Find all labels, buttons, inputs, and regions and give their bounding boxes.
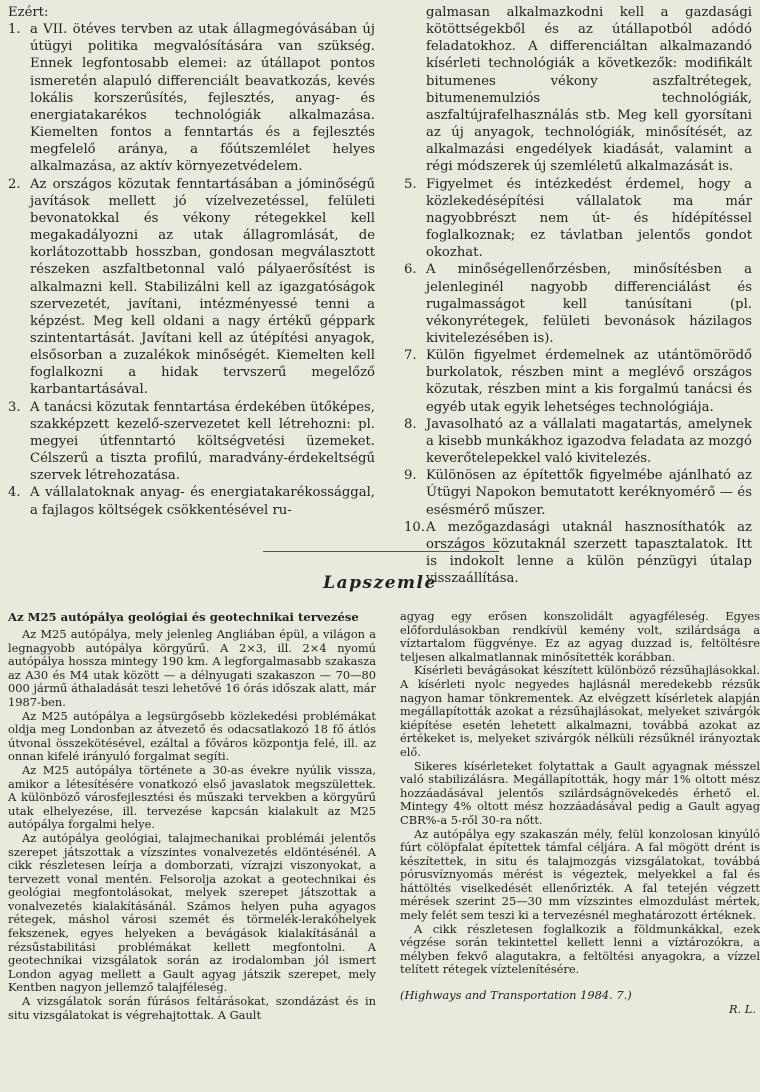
item-number: 4.	[8, 485, 21, 501]
item-number: 9.	[404, 468, 417, 484]
item-text: Javasolható az a vállalati magatartás, amelynek a kisebb munkákhoz igazodva feladata az mozgó keverőtelepekkel való kivitelezés.	[426, 416, 752, 467]
item-number: 3.	[8, 399, 21, 415]
article-author: R. L.	[728, 1002, 756, 1017]
article-footer	[400, 977, 760, 1017]
article-paragraph: Sikeres kísérleteket folytattak a Gault agyagnak mésszel való stabilizálásra. Megállapították, hogy már 1% oltott mész hozzáadásával jelentős szilárdságnövekedés érhető el. Mintegy 4% oltott mész hozzáadásával pedig a Gault agyag CBR%-a 5-ről 30-ra nőtt.	[400, 758, 760, 827]
section-title: Lapszemle	[323, 573, 437, 593]
conclusion-item	[404, 347, 752, 416]
conclusion-item	[404, 176, 752, 262]
item-number: 7.	[404, 348, 417, 364]
article-paragraph: agyag egy erősen konszolidált agyagféleség. Egyes előfordulásokban rendkívül kemény volt, szilárdsága a víztartalom függvénye. Ez az agyag duzzad is, feltöltésre teljesen alkalmatlannak minősítették korábban.	[400, 609, 760, 664]
item-number: 6.	[404, 262, 417, 278]
conclusion-item	[404, 416, 752, 467]
item-text: Figyelmet és intézkedést érdemel, hogy a közlekedésépítési vállalatok ma már nagyobbrészt nem út- és hídépítéssel foglalkoznak; ez távlatban jelentős gondot okozhat.	[426, 176, 752, 261]
item-number: 5.	[404, 176, 417, 192]
article-paragraph: Kísérleti bevágásokat készített különböző rézsűhajlásokkal. A kísérleti nyolc negyedes hajlásnál meredekebb rézsűk nagyon hamar tönkrementek. Az elvégzett kísérletek alapján megállapították azokat a rézsűhajlásokat, melyeket szivárgók kiépítése esetén lehetett alkalmazni, továbbá azokat az értékeket is, melyeket szivárgók nélküli rézsűknél irányoztak elő.	[400, 663, 760, 759]
conclusion-item	[8, 399, 375, 485]
article-title: Az M25 autópálya geológiai és geotechnikai tervezése	[8, 610, 359, 624]
item-number: 1.	[8, 22, 21, 38]
article-paragraph: A cikk részletesen foglalkozik a földmunkákkal, ezek végzése során tekintettel kellett lenni a víztározókra, a mélyben fekvő alagutakra, a feltöltési anyagokra, a vízzel telített rétegek víztelenítésére.	[400, 921, 760, 977]
article-paragraph: Az autópálya egy szakaszán mély, felül konzolosan kinyúló fúrt cölöpfalat építettek támfal céljára. A fal mögött drént is készítettek, in situ és talajmozgás vizsgálatokat, továbbá pórusvíznyomás mérést is végeztek, melyekkel a fal és háttöltés viselkedését ellenőrizték. A fal tetején végzett mérések szerint 25—30 mm vízszintes elmozdulást mértek, mely felét sem teszi ki a tervezésnél meghatározott értéknek.	[400, 826, 760, 923]
conclusions-left-column	[8, 4, 375, 519]
item-number: 2.	[8, 176, 21, 192]
article-right-column	[400, 609, 760, 1017]
conclusions-label: Ezért:	[8, 5, 49, 20]
conclusion-item	[8, 21, 375, 175]
conclusion-item	[8, 176, 375, 399]
item-text: Külön figyelmet érdemelnek az utántömörödő burkolatok, részben mint a meglévő országos közutak, részben mint a kis forgalmú tanácsi és egyéb utak egyik lehetséges technológiája.	[426, 348, 752, 415]
item-text: Különösen az építettők figyelmébe ajánlható az Útügyi Napokon bemutatott keréknyomérő — és esésmérő műszer.	[426, 468, 752, 518]
article-paragraph: Az M25 autópálya, mely jelenleg Angliában épül, a világon a legnagyobb autópálya körgyűrű. A 2×3, ill. 2×4 nyomú autópálya hossza mintegy 190 km. A legforgalmasabb szakasza az A30 és M4 utak között — a délnyugati szakaszon — 70—80 000 jármű áthaladását teszi lehetővé 16 órás időszak alatt, már 1987-ben.	[8, 627, 376, 709]
article-left-column	[8, 610, 376, 1022]
article-section	[8, 609, 760, 1088]
conclusions-right-column	[404, 4, 752, 587]
item-text: A mezőgazdasági utaknál hasznosíthatók az országos közutaknál szerzett tapasztalatok. Itt is indokolt lenne a külön pénzügyi útalap visszaállítása.	[426, 519, 752, 587]
conclusions-list-left	[8, 21, 375, 519]
article-paragraph: A vizsgálatok során fúrásos feltárásokat, szondázást és in situ vizsgálatokat is végrehajtottak. A Gault	[8, 994, 376, 1022]
conclusion-item	[404, 467, 752, 518]
article-source: (Highways and Transportation 1984. 7.)	[400, 988, 632, 1003]
item-text: a VII. ötéves tervben az utak állagmegóvásában új útügyi politika megvalósítására van szükség. Ennek legfontosabb elemei: az útállapot pontos ismeretén alapuló differenciált beavatkozás, kevés lokális korszerűsítés, fejlesztés, anyag- és energiatakarékos technológiák alkalmazása. Kiemelten fontos a fenntartás és a fejlesztés megfelelő aránya, a főútszemlélet helyes alkalmazása, az aktív környezetvédelem.	[30, 22, 375, 175]
conclusions-list-right	[404, 176, 752, 588]
conclusion-item	[8, 484, 375, 518]
conclusion-item	[404, 261, 752, 347]
item-continuation: galmasan alkalmazkodni kell a gazdasági kötöttségekből és az útállapotból adódó feladatokhoz. A differenciáltan alkalmazandó kísérleti technológiák a következők: modifikált bitumenes vékony aszfaltrétegek, bitumenemulziós technológiák, aszfaltújrafelhasználás stb. Meg kell gyorsítani az új anyagok, technológiák, minősítését, az alkalmazási engedélyek kiadását, valamint a régi módszerek új szemléletű alkalmazását is.	[426, 5, 752, 175]
article-paragraph: Az M25 autópálya története a 30-as évekre nyúlik vissza, amikor a létesítésére vonatkozó első javaslatok megszülettek. A különböző városfejlesztési és műszaki tervekben a körgyűrű utak elhelyezése, ill. tervezése kapcsán kialakult az M25 autópálya forgalmi helye.	[8, 762, 376, 832]
section-divider	[263, 551, 499, 552]
item-number: 10.	[404, 519, 425, 535]
item-text: A minőségellenőrzésben, minősítésben a jelenleginél nagyobb differenciálást és rugalmasságot kell tanúsítani (pl. vékonyrétegek, felületi bevonások házilagos kivitelezésében is).	[426, 262, 752, 346]
item-text: A vállalatoknak anyag- és energiatakarékossággal, a fajlagos költségek csökkentésével ru-	[30, 485, 375, 518]
article-paragraph: Az autópálya geológiai, talajmechanikai problémái jelentős szerepet játszottak a vízszintes vonalvezetés eldöntésénél. A cikk részletesen leírja a domborzati, vízrajzi viszonyokat, a tervezett vonal mentén. Felsorolja azokat a geotechnikai és geológiai megfontolásokat, melyek szerepet játszottak a vonalvezetés kialakításánál. Számos helyen puha agyagos rétegek, máshol városi szemét és törmelék-lerakóhelyek fekszenek, egyes helyeken a bevágások kialakításánál a rézsűstabilitási problémákat kellett megfontolni. A geotechnikai vizsgálatok során az irodalomban jól ismert London agyag mellett a Gault agyag játszik szerepet, mely Kentben nagyon jellemző talajféleség.	[8, 830, 376, 995]
item-text: Az országos közutak fenntartásában a jóminőségű javítások mellett jó vízelvezetéssel, felületi bevonatokkal és vékony rétegekkel kell megakadályozni az utak állagromlását, de korlátozottabb hosszban, gondosan megválasztott részeken aszfaltbetonnal való pályaerősítést is alkalmazni kell. Stabilizálni kell az igazgatóságok szervezetét, javítani, intézményessé tenni a képzést. Meg kell oldani a nagy értékű géppark szintentartását. Javítani kell az útépítési anyagok, elsősorban a zuzalékok minőségét. Kiemelten kell foglalkozni a hidak tervszerű megelőző karbantartásával.	[30, 176, 375, 398]
item-number: 8.	[404, 416, 417, 432]
article-paragraph: Az M25 autópálya a legsürgősebb közlekedési problémákat oldja meg Londonban az átvezető és odacsatlakozó 18 fő átlós útvonal összekötésével, ezáltal a főváros központja felé, ill. az onnan kifelé irányuló forgalmat segíti.	[8, 708, 376, 764]
item-text: A tanácsi közutak fenntartása érdekében ütőképes, szakképzett kezelő-szervezetet kell létrehozni: pl. megyei útfenntartó költségvetési üzemeket. Célszerű a tiszta profilú, maradvány-érdekeltségű szervek létrehozatása.	[30, 399, 375, 484]
